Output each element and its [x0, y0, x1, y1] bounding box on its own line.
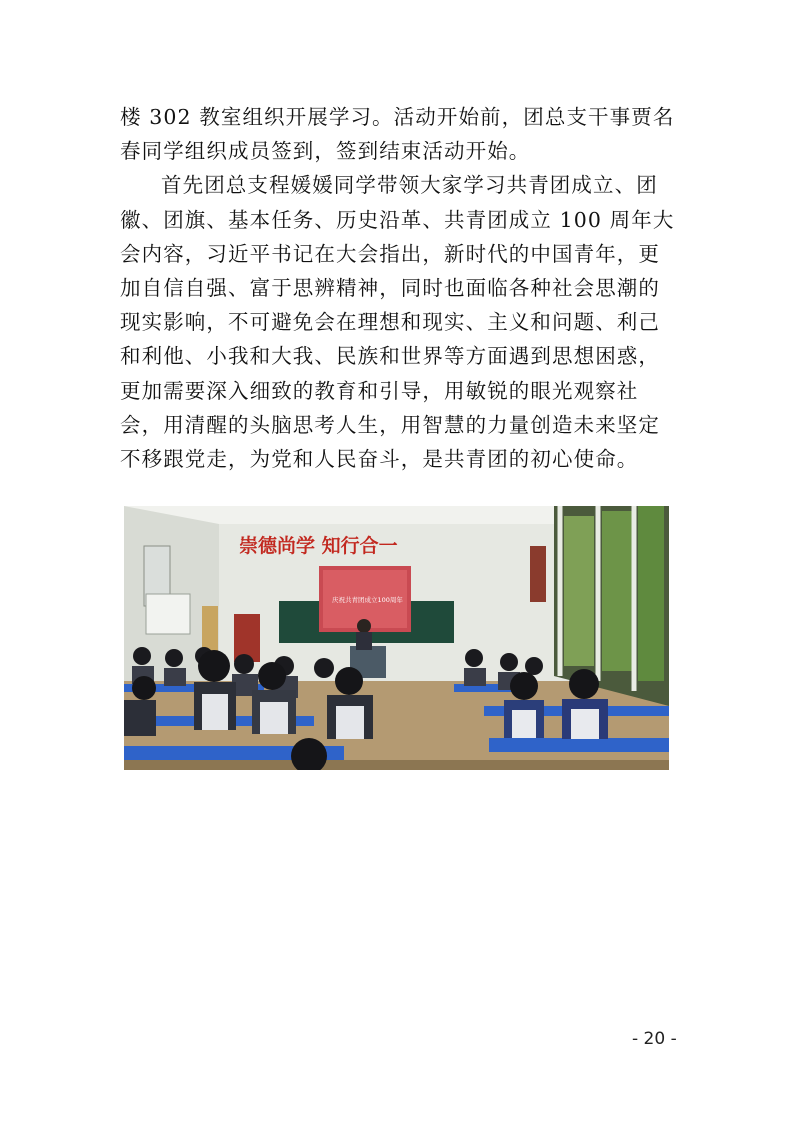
page-number: - 20 - [632, 1029, 677, 1049]
paragraph-2: 首先团总支程媛媛同学带领大家学习共青团成立、团徽、团旗、基本任务、历史沿革、共青团成立 100 周年大会内容，习近平书记在大会指出，新时代的中国青年，更加自信自强、富于思辨精神，同时也面临各种社会思潮的现实影响，不可避免会在理想和现实、主义和问题、利己和利他、小我和大我、民族和世界等方面遇到思想困惑，更加需要深入细致的教育和引导，用敏锐的眼光观察社会，用清醒的头脑思考人生，用智慧的力量创造未来坚定不移跟党走，为党和人民奋斗，是共青团的初心使命。 [120, 173, 675, 472]
paragraph-1: 楼 302 教室组织开展学习。活动开始前，团总支干事贾名春同学组织成员签到，签到结束活动开始。 [120, 105, 675, 164]
screen-text: 庆祝共青团成立100周年 [332, 596, 403, 604]
banner-text: 崇德尚学 知行合一 [239, 535, 398, 557]
body-text [120, 100, 680, 476]
classroom-photo [124, 506, 669, 770]
